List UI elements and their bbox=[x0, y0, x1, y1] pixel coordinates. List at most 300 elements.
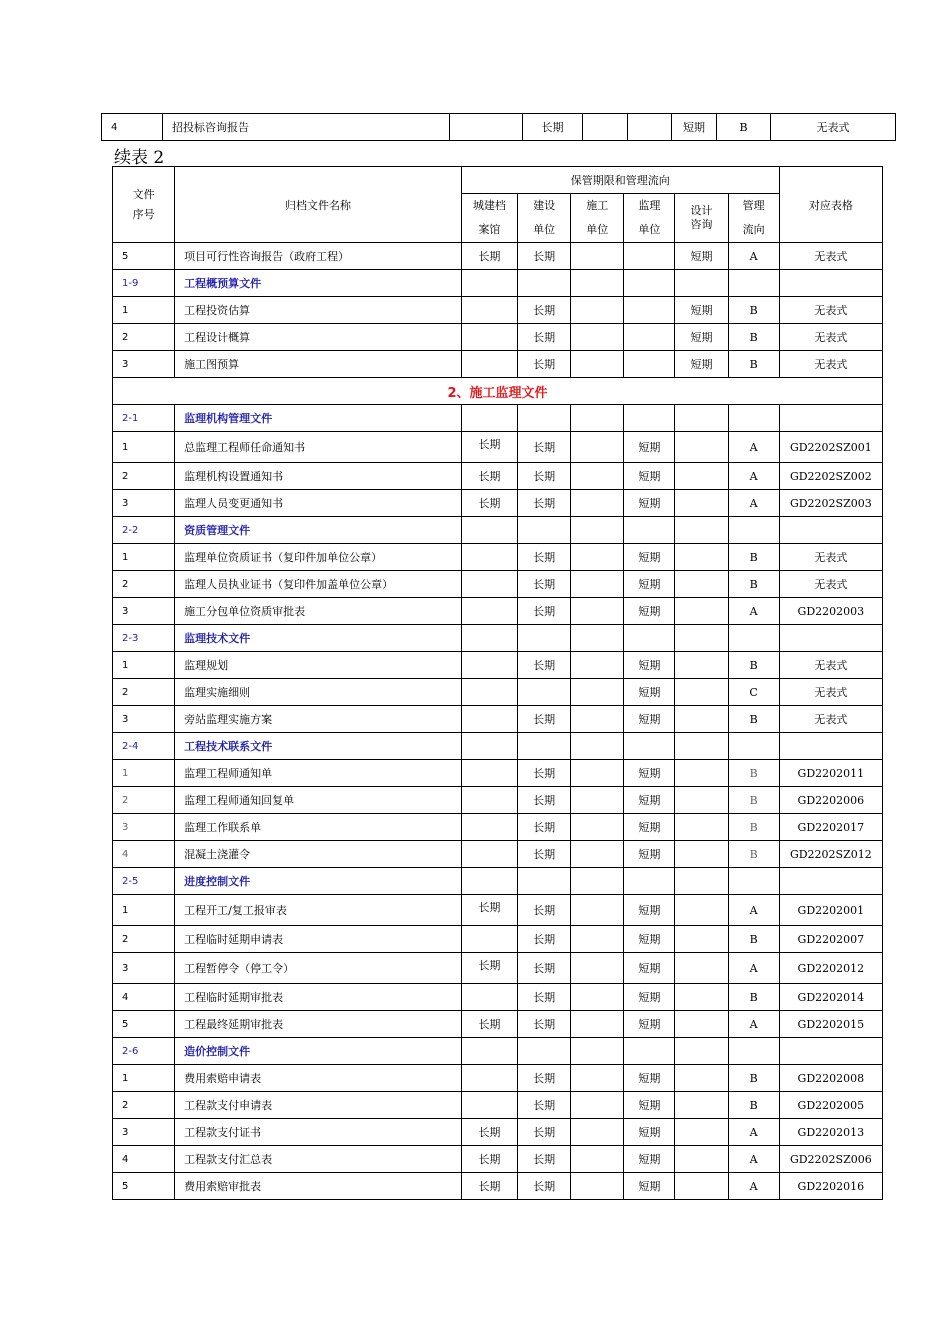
empty-cell bbox=[518, 405, 571, 432]
row-cell bbox=[675, 679, 728, 706]
row-cell bbox=[675, 1065, 728, 1092]
row-cell bbox=[675, 1146, 728, 1173]
row-form: 无表式 bbox=[779, 652, 882, 679]
row-cell: 短期 bbox=[624, 1119, 675, 1146]
row-cell bbox=[571, 953, 624, 984]
row-cell: 长期 bbox=[461, 895, 517, 926]
section-code: 2-6 bbox=[113, 1038, 175, 1065]
table-row bbox=[113, 324, 883, 351]
row-name: 工程设计概算 bbox=[175, 324, 462, 351]
header-group: 保管期限和管理流向 bbox=[461, 167, 779, 194]
row-cell bbox=[675, 926, 728, 953]
row-cell bbox=[571, 297, 624, 324]
empty-cell bbox=[571, 270, 624, 297]
row-cell bbox=[571, 1173, 624, 1200]
empty-cell bbox=[624, 517, 675, 544]
row-seq: 1 bbox=[113, 760, 175, 787]
row-seq: 3 bbox=[113, 490, 175, 517]
row-cell: 长期 bbox=[518, 1011, 571, 1038]
empty-cell bbox=[461, 270, 517, 297]
row-cell bbox=[571, 679, 624, 706]
empty-cell bbox=[461, 733, 517, 760]
row-name: 工程临时延期申请表 bbox=[175, 926, 462, 953]
row-cell bbox=[571, 544, 624, 571]
table-row bbox=[113, 1092, 883, 1119]
row-name: 监理实施细则 bbox=[175, 679, 462, 706]
empty-cell bbox=[571, 733, 624, 760]
row-name: 监理工程师通知单 bbox=[175, 760, 462, 787]
row-cell: A bbox=[728, 953, 779, 984]
row-cell: 短期 bbox=[675, 243, 728, 270]
row-cell bbox=[675, 1119, 728, 1146]
row-cell bbox=[571, 706, 624, 733]
row-cell: 短期 bbox=[624, 984, 675, 1011]
empty-cell bbox=[518, 868, 571, 895]
row-cell bbox=[571, 324, 624, 351]
empty-cell bbox=[728, 733, 779, 760]
row-cell bbox=[571, 1011, 624, 1038]
row-seq: 3 bbox=[113, 1119, 175, 1146]
row-cell: 长期 bbox=[461, 432, 517, 463]
empty-cell bbox=[518, 270, 571, 297]
row-cell bbox=[571, 652, 624, 679]
row-form: GD2202016 bbox=[779, 1173, 882, 1200]
row-cell: 短期 bbox=[675, 297, 728, 324]
header-seq-line1: 文件 bbox=[132, 187, 155, 201]
empty-cell bbox=[461, 517, 517, 544]
header-col-line: 单位 bbox=[638, 223, 661, 236]
row-name: 工程最终延期审批表 bbox=[175, 1011, 462, 1038]
section-row bbox=[113, 517, 883, 544]
row-cell bbox=[461, 652, 517, 679]
table-row bbox=[113, 926, 883, 953]
row-cell: A bbox=[728, 1173, 779, 1200]
table-row bbox=[113, 571, 883, 598]
row-cell bbox=[571, 814, 624, 841]
empty-cell bbox=[728, 1038, 779, 1065]
row-form: GD2202014 bbox=[779, 984, 882, 1011]
header-col bbox=[571, 194, 624, 243]
row-name: 监理人员变更通知书 bbox=[175, 490, 462, 517]
row-cell bbox=[571, 841, 624, 868]
row-cell: 短期 bbox=[624, 760, 675, 787]
row-cell bbox=[675, 706, 728, 733]
table-row bbox=[113, 544, 883, 571]
row-cell: B bbox=[728, 324, 779, 351]
row-cell: 长期 bbox=[518, 1119, 571, 1146]
row-cell: B bbox=[728, 297, 779, 324]
empty-cell bbox=[728, 405, 779, 432]
row-cell bbox=[624, 324, 675, 351]
section-row bbox=[113, 868, 883, 895]
table-row bbox=[113, 1146, 883, 1173]
row-name: 监理机构设置通知书 bbox=[175, 463, 462, 490]
table-row bbox=[102, 114, 896, 141]
row-seq: 1 bbox=[113, 652, 175, 679]
row-cell: A bbox=[728, 490, 779, 517]
empty-cell bbox=[675, 405, 728, 432]
row-cell: 长期 bbox=[518, 814, 571, 841]
row-form: 无表式 bbox=[779, 571, 882, 598]
row-form: GD2202SZ006 bbox=[779, 1146, 882, 1173]
empty-cell bbox=[779, 733, 882, 760]
table-row bbox=[113, 1173, 883, 1200]
row-name: 招投标咨询报告 bbox=[163, 114, 450, 141]
row-cell bbox=[628, 114, 672, 141]
empty-cell bbox=[571, 1038, 624, 1065]
row-seq: 1 bbox=[113, 432, 175, 463]
section-code: 2-4 bbox=[113, 733, 175, 760]
row-cell: 长期 bbox=[461, 1146, 517, 1173]
empty-cell bbox=[624, 405, 675, 432]
empty-cell bbox=[728, 625, 779, 652]
section-row bbox=[113, 625, 883, 652]
section-title: 造价控制文件 bbox=[175, 1038, 462, 1065]
row-cell: 长期 bbox=[518, 1173, 571, 1200]
row-cell: 长期 bbox=[518, 841, 571, 868]
row-form: 无表式 bbox=[779, 706, 882, 733]
row-seq: 5 bbox=[113, 1011, 175, 1038]
table-row bbox=[113, 243, 883, 270]
section-title: 进度控制文件 bbox=[175, 868, 462, 895]
row-cell bbox=[461, 324, 517, 351]
row-cell bbox=[571, 351, 624, 378]
header-col-line: 单位 bbox=[586, 223, 609, 236]
row-seq: 4 bbox=[113, 1146, 175, 1173]
row-name: 监理工作联系单 bbox=[175, 814, 462, 841]
row-cell bbox=[675, 814, 728, 841]
row-cell bbox=[571, 895, 624, 926]
row-form: GD2202015 bbox=[779, 1011, 882, 1038]
row-form: GD2202001 bbox=[779, 895, 882, 926]
row-cell bbox=[461, 571, 517, 598]
archive-table bbox=[112, 166, 883, 1200]
row-cell: 短期 bbox=[624, 926, 675, 953]
row-cell bbox=[675, 1011, 728, 1038]
row-name: 施工分包单位资质审批表 bbox=[175, 598, 462, 625]
row-cell bbox=[518, 679, 571, 706]
row-form: GD2202005 bbox=[779, 1092, 882, 1119]
table-row bbox=[113, 787, 883, 814]
row-cell: 长期 bbox=[461, 1173, 517, 1200]
header-col bbox=[461, 194, 517, 243]
row-seq: 5 bbox=[113, 1173, 175, 1200]
row-cell: 长期 bbox=[461, 243, 517, 270]
empty-cell bbox=[675, 270, 728, 297]
header-col-line: 管理 bbox=[742, 199, 765, 212]
empty-cell bbox=[518, 517, 571, 544]
row-name: 工程款支付申请表 bbox=[175, 1092, 462, 1119]
row-seq: 3 bbox=[113, 706, 175, 733]
empty-cell bbox=[779, 270, 882, 297]
row-cell: B bbox=[728, 926, 779, 953]
row-cell: A bbox=[728, 1146, 779, 1173]
row-form: GD2202SZ002 bbox=[779, 463, 882, 490]
row-cell: B bbox=[728, 652, 779, 679]
row-cell: B bbox=[728, 1092, 779, 1119]
row-seq: 2 bbox=[113, 324, 175, 351]
row-seq: 3 bbox=[113, 814, 175, 841]
row-cell: 短期 bbox=[624, 1146, 675, 1173]
row-cell bbox=[675, 841, 728, 868]
major-section-title: 2、施工监理文件 bbox=[113, 378, 883, 405]
row-form: 无表式 bbox=[779, 243, 882, 270]
row-cell: B bbox=[728, 760, 779, 787]
row-cell bbox=[461, 1065, 517, 1092]
row-cell: B bbox=[728, 984, 779, 1011]
row-cell: 长期 bbox=[518, 544, 571, 571]
row-seq: 1 bbox=[113, 297, 175, 324]
major-section-row bbox=[113, 378, 883, 405]
header-seq-line2: 序号 bbox=[132, 207, 155, 221]
row-cell: 长期 bbox=[518, 1146, 571, 1173]
row-form: 无表式 bbox=[779, 679, 882, 706]
row-cell bbox=[461, 706, 517, 733]
row-seq: 3 bbox=[113, 351, 175, 378]
section-title: 工程概预算文件 bbox=[175, 270, 462, 297]
row-name: 项目可行性咨询报告（政府工程） bbox=[175, 243, 462, 270]
row-cell: 长期 bbox=[518, 760, 571, 787]
row-name: 费用索赔审批表 bbox=[175, 1173, 462, 1200]
section-code: 1-9 bbox=[113, 270, 175, 297]
row-cell: 长期 bbox=[518, 652, 571, 679]
row-form: GD2202017 bbox=[779, 814, 882, 841]
row-cell bbox=[571, 432, 624, 463]
empty-cell bbox=[675, 517, 728, 544]
header-col bbox=[675, 194, 728, 243]
row-cell bbox=[461, 297, 517, 324]
row-cell: A bbox=[728, 432, 779, 463]
empty-cell bbox=[728, 270, 779, 297]
row-cell bbox=[675, 544, 728, 571]
empty-cell bbox=[518, 625, 571, 652]
empty-cell bbox=[675, 625, 728, 652]
row-cell bbox=[461, 760, 517, 787]
row-form: GD2202SZ003 bbox=[779, 490, 882, 517]
row-cell bbox=[461, 787, 517, 814]
row-cell bbox=[571, 787, 624, 814]
row-form: GD2202007 bbox=[779, 926, 882, 953]
row-cell: 短期 bbox=[624, 841, 675, 868]
header-form: 对应表格 bbox=[779, 167, 882, 243]
empty-cell bbox=[461, 625, 517, 652]
row-name: 总监理工程师任命通知书 bbox=[175, 432, 462, 463]
row-name: 工程临时延期审批表 bbox=[175, 984, 462, 1011]
section-title: 工程技术联系文件 bbox=[175, 733, 462, 760]
row-cell: A bbox=[728, 598, 779, 625]
row-cell: 长期 bbox=[518, 1092, 571, 1119]
empty-cell bbox=[518, 1038, 571, 1065]
header-col-line: 流向 bbox=[742, 223, 765, 236]
row-cell bbox=[675, 895, 728, 926]
header-col-line: 设计 bbox=[690, 204, 713, 217]
table-row bbox=[113, 297, 883, 324]
row-cell bbox=[571, 1146, 624, 1173]
row-cell: 长期 bbox=[461, 490, 517, 517]
row-name: 监理工程师通知回复单 bbox=[175, 787, 462, 814]
row-cell bbox=[461, 984, 517, 1011]
row-cell bbox=[675, 953, 728, 984]
row-cell bbox=[461, 544, 517, 571]
row-form: GD2202SZ001 bbox=[779, 432, 882, 463]
row-cell: A bbox=[728, 1011, 779, 1038]
header-col bbox=[624, 194, 675, 243]
row-seq: 5 bbox=[113, 243, 175, 270]
row-cell: 短期 bbox=[624, 463, 675, 490]
empty-cell bbox=[779, 517, 882, 544]
row-seq: 3 bbox=[113, 953, 175, 984]
row-name: 监理人员执业证书（复印件加盖单位公章） bbox=[175, 571, 462, 598]
header-col bbox=[518, 194, 571, 243]
row-cell: B bbox=[728, 544, 779, 571]
row-seq: 4 bbox=[113, 984, 175, 1011]
row-seq: 1 bbox=[113, 1065, 175, 1092]
row-cell bbox=[675, 1092, 728, 1119]
header-col-line: 单位 bbox=[533, 223, 556, 236]
row-cell bbox=[571, 1092, 624, 1119]
row-cell bbox=[571, 1065, 624, 1092]
row-form: GD2202012 bbox=[779, 953, 882, 984]
row-cell bbox=[571, 1119, 624, 1146]
header-col bbox=[728, 194, 779, 243]
row-cell: 长期 bbox=[518, 895, 571, 926]
row-cell: B bbox=[728, 814, 779, 841]
table-row bbox=[113, 953, 883, 984]
row-cell: 短期 bbox=[675, 351, 728, 378]
row-cell bbox=[675, 984, 728, 1011]
row-form: 无表式 bbox=[779, 324, 882, 351]
table-row bbox=[113, 652, 883, 679]
section-code: 2-5 bbox=[113, 868, 175, 895]
row-cell: 长期 bbox=[461, 1119, 517, 1146]
row-cell bbox=[624, 297, 675, 324]
row-cell bbox=[624, 243, 675, 270]
row-cell: B bbox=[728, 571, 779, 598]
row-cell bbox=[571, 243, 624, 270]
row-cell: 长期 bbox=[518, 706, 571, 733]
row-name: 监理单位资质证书（复印件加单位公章） bbox=[175, 544, 462, 571]
row-form: GD2202008 bbox=[779, 1065, 882, 1092]
row-cell bbox=[675, 1173, 728, 1200]
section-code: 2-2 bbox=[113, 517, 175, 544]
table-row bbox=[113, 984, 883, 1011]
section-row bbox=[113, 405, 883, 432]
empty-cell bbox=[461, 405, 517, 432]
header-col-line: 监理 bbox=[638, 199, 661, 212]
section-row bbox=[113, 733, 883, 760]
row-cell: B bbox=[728, 787, 779, 814]
section-title: 资质管理文件 bbox=[175, 517, 462, 544]
empty-cell bbox=[518, 733, 571, 760]
empty-cell bbox=[675, 733, 728, 760]
table-row bbox=[113, 706, 883, 733]
row-form: 无表式 bbox=[779, 351, 882, 378]
row-cell bbox=[675, 432, 728, 463]
row-seq: 2 bbox=[113, 787, 175, 814]
row-cell bbox=[571, 571, 624, 598]
table-row bbox=[113, 841, 883, 868]
row-form: 无表式 bbox=[779, 297, 882, 324]
row-cell: 长期 bbox=[461, 953, 517, 984]
row-name: 施工图预算 bbox=[175, 351, 462, 378]
table-row bbox=[113, 814, 883, 841]
table-row bbox=[113, 1011, 883, 1038]
empty-cell bbox=[461, 868, 517, 895]
row-cell bbox=[583, 114, 628, 141]
row-cell: 短期 bbox=[624, 1065, 675, 1092]
row-cell: 长期 bbox=[518, 1065, 571, 1092]
row-cell: 短期 bbox=[624, 787, 675, 814]
row-cell bbox=[461, 1092, 517, 1119]
row-seq: 4 bbox=[113, 841, 175, 868]
row-cell: 长期 bbox=[518, 297, 571, 324]
row-cell: 长期 bbox=[518, 598, 571, 625]
row-form: 无表式 bbox=[779, 544, 882, 571]
row-seq: 3 bbox=[113, 598, 175, 625]
table-row bbox=[113, 351, 883, 378]
table-row bbox=[113, 1065, 883, 1092]
table-row bbox=[113, 598, 883, 625]
empty-cell bbox=[675, 1038, 728, 1065]
row-cell: 长期 bbox=[518, 243, 571, 270]
header-col-line: 建设 bbox=[533, 199, 556, 212]
row-cell: 短期 bbox=[624, 895, 675, 926]
table-row bbox=[113, 679, 883, 706]
row-cell bbox=[675, 760, 728, 787]
row-name: 工程投资估算 bbox=[175, 297, 462, 324]
empty-cell bbox=[571, 405, 624, 432]
empty-cell bbox=[571, 868, 624, 895]
row-form: GD2202006 bbox=[779, 787, 882, 814]
row-seq: 2 bbox=[113, 926, 175, 953]
table-row bbox=[113, 463, 883, 490]
row-cell: 短期 bbox=[624, 432, 675, 463]
section-row bbox=[113, 1038, 883, 1065]
empty-cell bbox=[571, 625, 624, 652]
row-seq: 2 bbox=[113, 571, 175, 598]
row-cell bbox=[675, 490, 728, 517]
row-cell: 长期 bbox=[518, 432, 571, 463]
row-cell: 短期 bbox=[624, 571, 675, 598]
row-cell: 短期 bbox=[624, 953, 675, 984]
row-cell bbox=[571, 463, 624, 490]
row-cell: 长期 bbox=[518, 571, 571, 598]
row-cell: 长期 bbox=[518, 787, 571, 814]
row-cell bbox=[571, 490, 624, 517]
header-name: 归档文件名称 bbox=[175, 167, 462, 243]
row-cell bbox=[571, 926, 624, 953]
row-cell: 短期 bbox=[624, 652, 675, 679]
row-cell bbox=[624, 351, 675, 378]
row-cell: 长期 bbox=[518, 324, 571, 351]
row-cell: A bbox=[728, 1119, 779, 1146]
row-cell: 短期 bbox=[624, 490, 675, 517]
header-row bbox=[113, 167, 883, 194]
row-cell: A bbox=[728, 243, 779, 270]
table-row bbox=[113, 490, 883, 517]
row-cell: 短期 bbox=[675, 324, 728, 351]
row-name: 旁站监理实施方案 bbox=[175, 706, 462, 733]
empty-cell bbox=[624, 625, 675, 652]
top-continued-table bbox=[101, 113, 896, 141]
row-cell: 长期 bbox=[518, 984, 571, 1011]
row-cell bbox=[571, 984, 624, 1011]
row-cell bbox=[461, 814, 517, 841]
row-form: 无表式 bbox=[771, 114, 896, 141]
row-name: 工程暂停令（停工令） bbox=[175, 953, 462, 984]
empty-cell bbox=[675, 868, 728, 895]
row-cell bbox=[461, 351, 517, 378]
